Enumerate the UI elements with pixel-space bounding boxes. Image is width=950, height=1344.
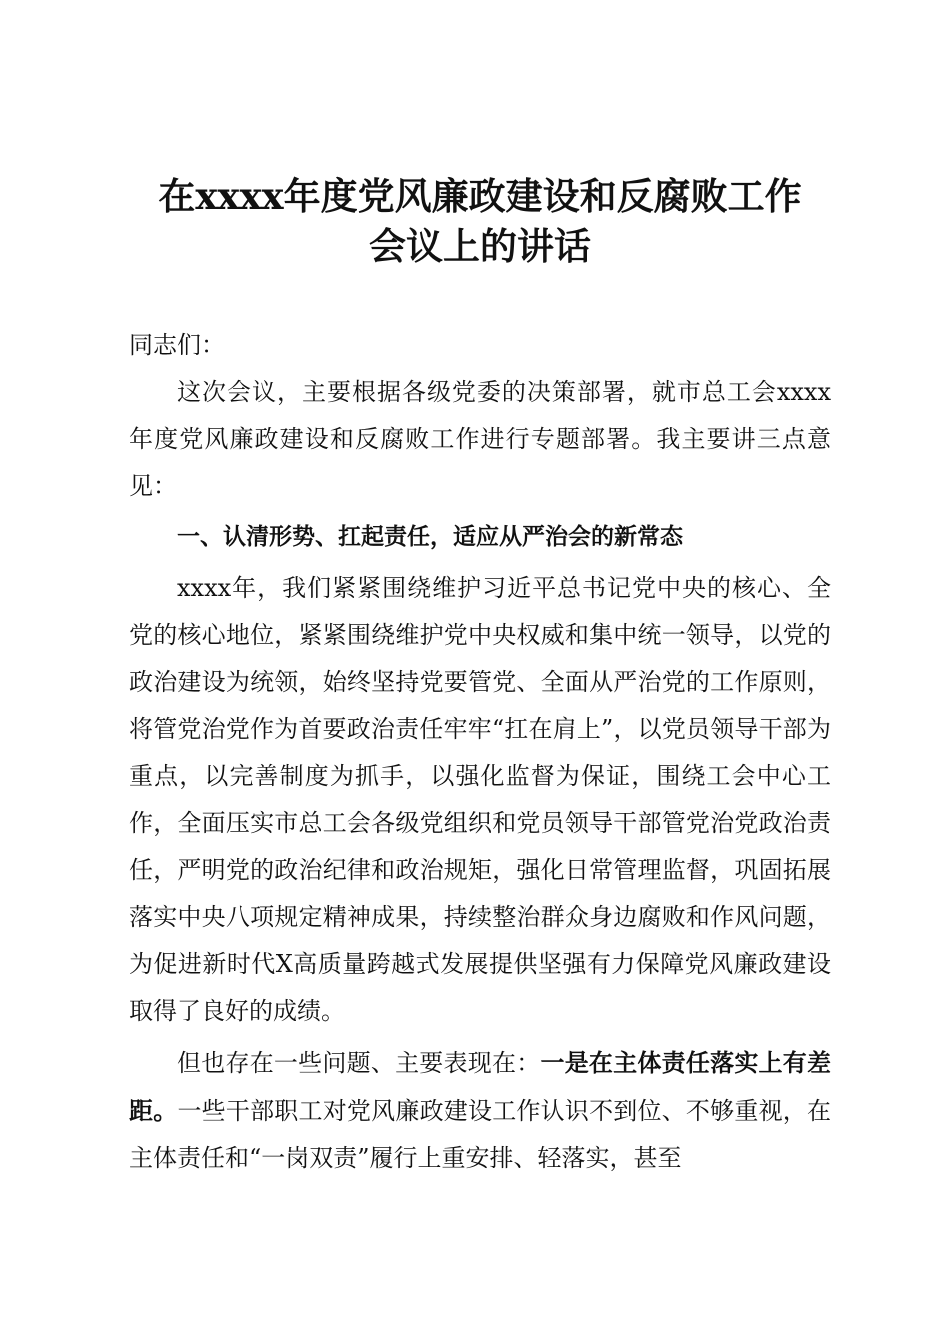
section-1-paragraph-1: xxxx年，我们紧紧围绕维护习近平总书记党中央的核心、全党的核心地位，紧紧围绕维护党中央权威和集中统一领导，以党的政治建设为统领，始终坚持党要管党、全面从严治党的工作原则，将管党治党作为首要政治责任牢牢“扛在肩上”，以党员领导干部为重点，以完善制度为抓手，以强化监督为保证，围绕工会中心工作，全面压实市总工会各级党组织和党员领导干部管党治党政治责任，严明党的政治纪律和政治规矩，强化日常管理监督，巩固拓展落实中央八项规定精神成果，持续整治群众身边腐败和作风问题，为促进新时代X高质量跨越式发展提供坚强有力保障党风廉政建设取得了良好的成绩。 xyxy=(129,574,831,1025)
document-body xyxy=(129,322,831,1182)
document-title-line-1: 在xxxx年度党风廉政建设和反腐败工作 xyxy=(158,174,802,218)
salutation: 同志们： xyxy=(129,331,225,359)
section-1-paragraph-2 xyxy=(129,1039,831,1182)
paragraph-2-rest: 一些干部职工对党风廉政建设工作认识不到位、不够重视，在主体责任和“一岗双责”履行上重安排、轻落实，甚至 xyxy=(129,1097,832,1172)
intro-paragraph: 这次会议，主要根据各级党委的决策部署，就市总工会xxxx年度党风廉政建设和反腐败工作进行专题部署。我主要讲三点意见： xyxy=(129,378,831,500)
paragraph-2-lead: 但也存在一些问题、主要表现在： xyxy=(177,1049,541,1077)
paragraph-2-emphasis: 一是在主体责任落实上有差距。 xyxy=(129,1048,832,1125)
document-title-line-2: 会议上的讲话 xyxy=(369,224,591,268)
section-1-heading: 一、认清形势、扛起责任，适应从严治会的新常态 xyxy=(177,524,683,550)
